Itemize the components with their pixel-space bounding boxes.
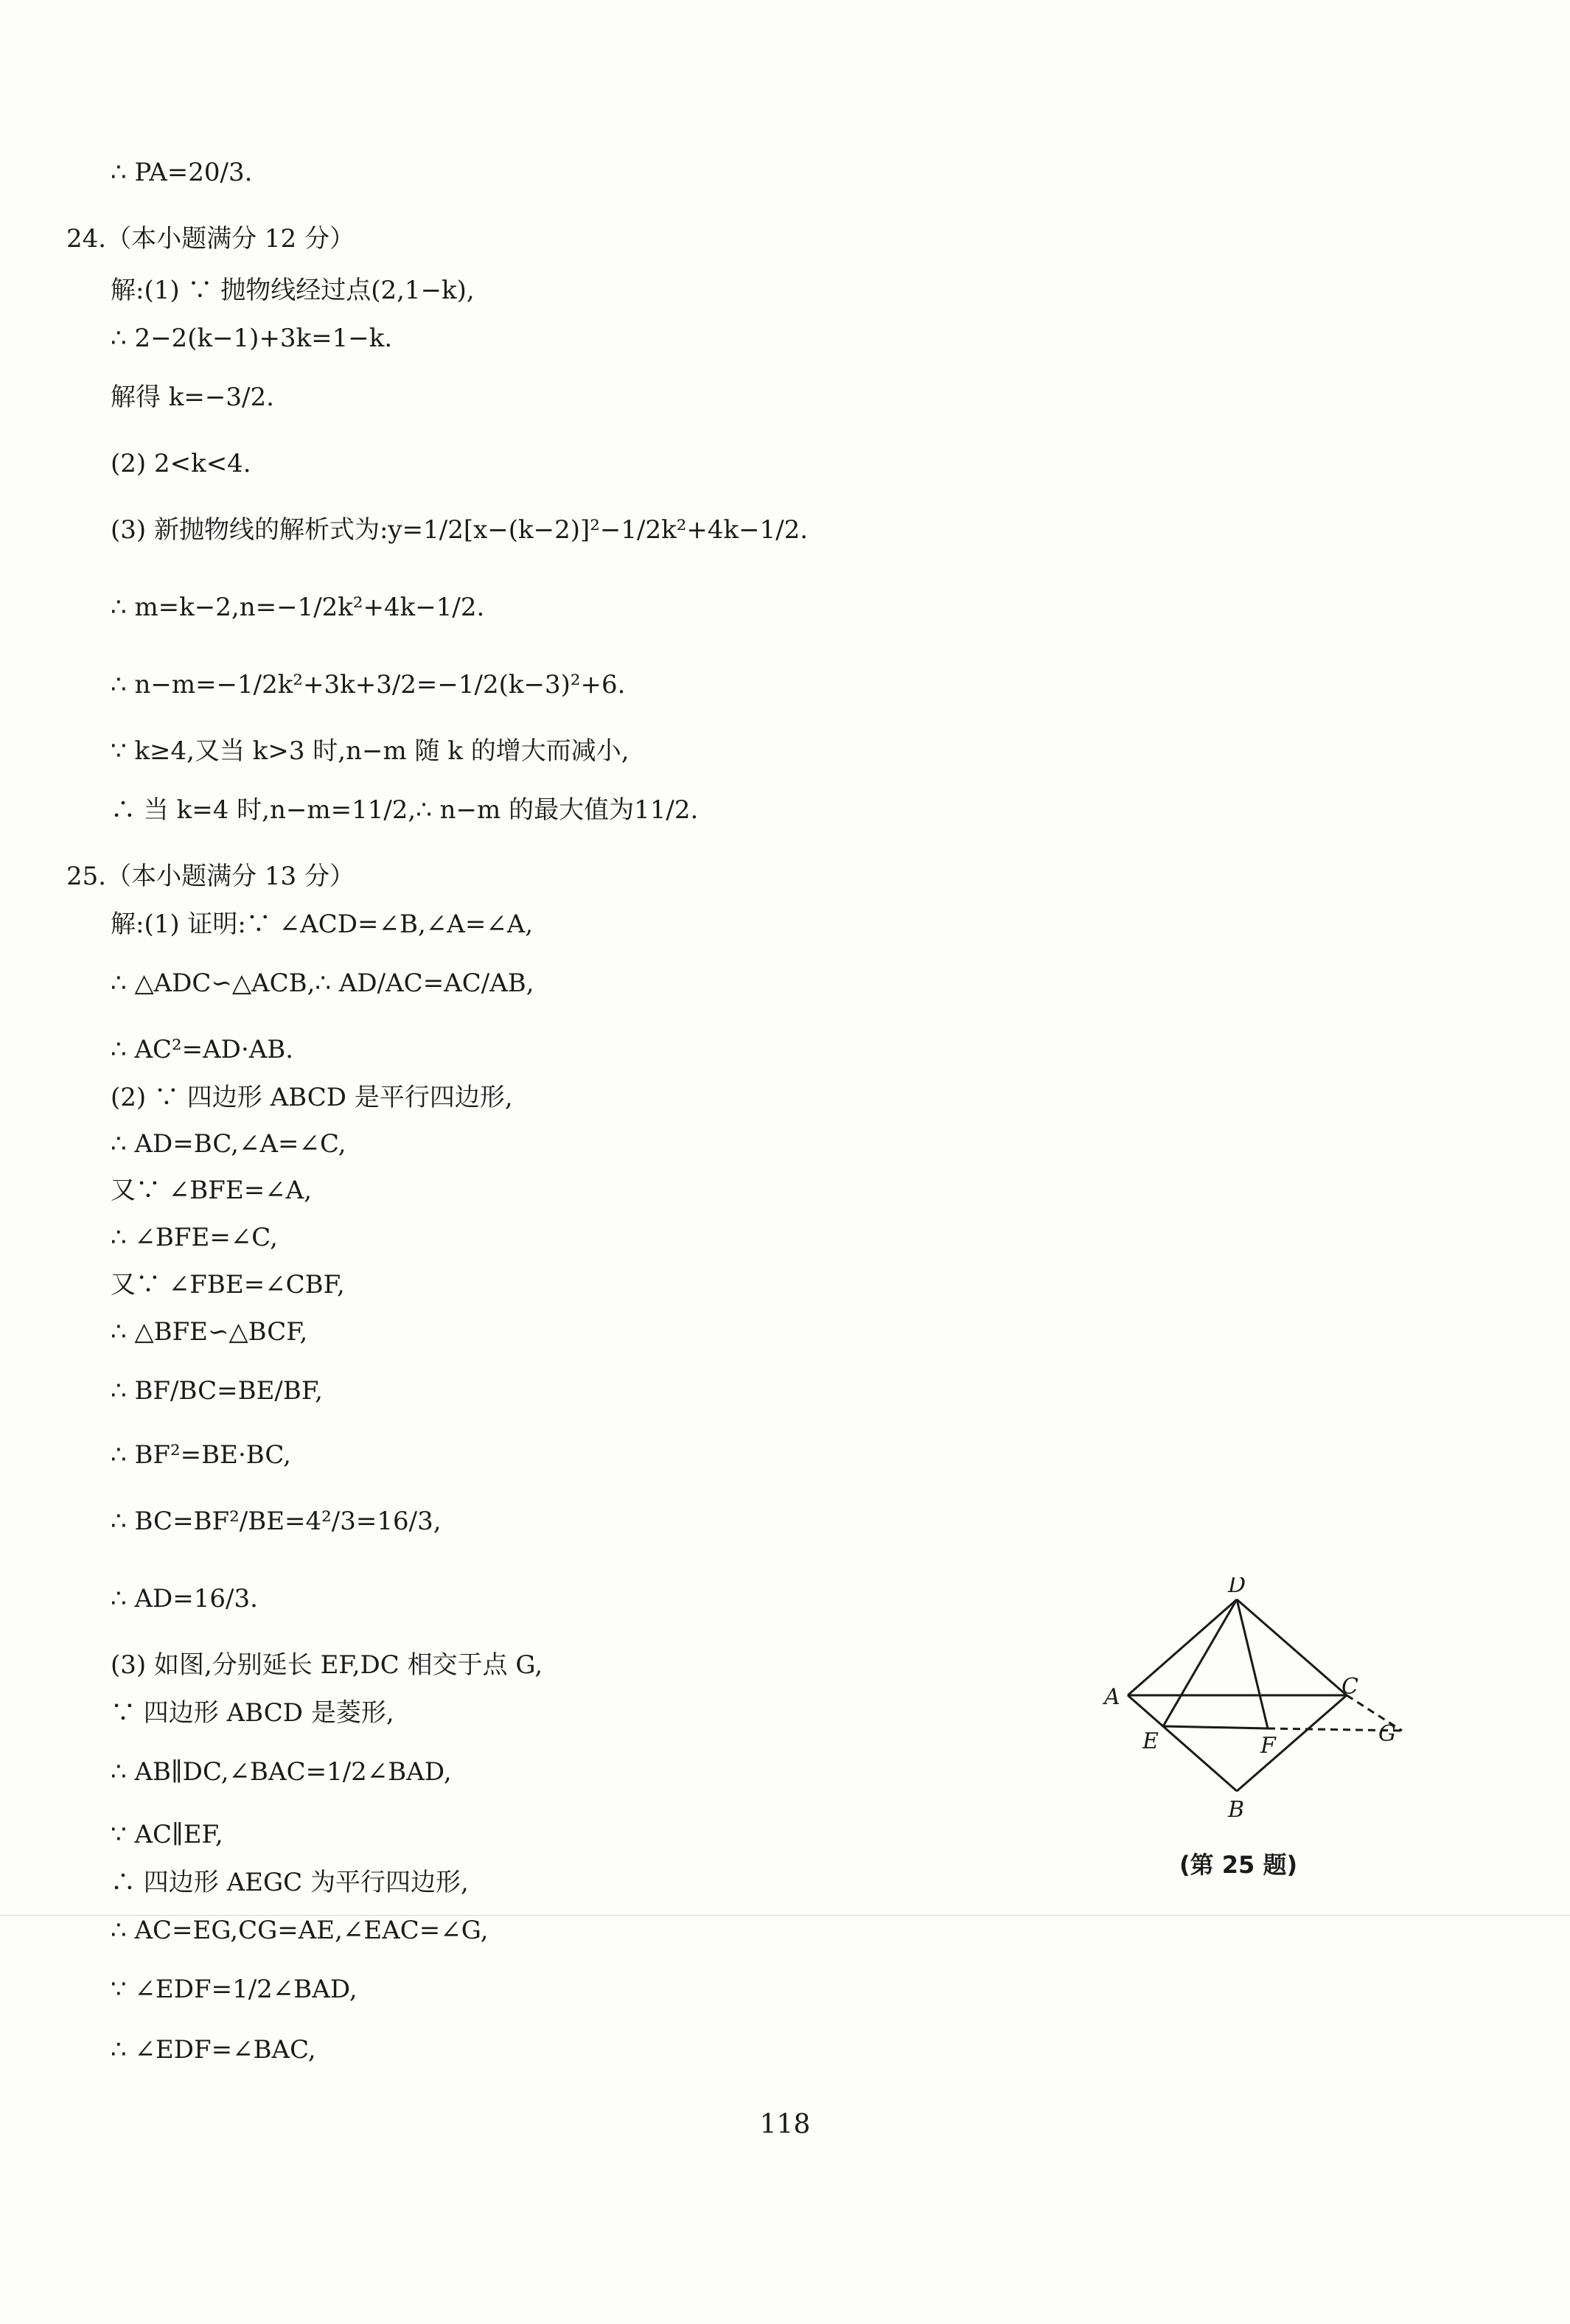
question-heading: 24.（本小题满分 12 分） (66, 224, 355, 254)
rhombus-diagram (1098, 1577, 1408, 1828)
label-G: G (1378, 1721, 1396, 1747)
text-line: ∴ BF/BC=BE/BF, (111, 1376, 323, 1406)
text-line: (3) 如图,分别延长 EF,DC 相交于点 G, (111, 1650, 543, 1680)
text-line: ∴ 2−2(k−1)+3k=1−k. (111, 324, 393, 353)
text-line: ∴ BC=BF²/BE=4²/3=16/3, (111, 1507, 442, 1536)
text-line: ∴ m=k−2,n=−1/2k²+4k−1/2. (111, 593, 485, 622)
text-line: 解得 k=−3/2. (111, 383, 274, 412)
text-line: ∵ ∠EDF=1/2∠BAD, (111, 1975, 357, 2004)
text-line: 解:(1) ∵ 抛物线经过点(2,1−k), (111, 276, 475, 305)
label-E: E (1142, 1728, 1159, 1754)
label-B: B (1228, 1797, 1245, 1823)
text-line: ∵ k≥4,又当 k>3 时,n−m 随 k 的增大而减小, (111, 736, 629, 766)
text-line: ∵ 四边形 ABCD 是菱形, (111, 1698, 394, 1728)
text-line: ∴ 四边形 AEGC 为平行四边形, (111, 1868, 469, 1897)
text-line: ∴ ∠BFE=∠C, (111, 1223, 278, 1252)
text-line: ∴ AB∥DC,∠BAC=1/2∠BAD, (111, 1757, 452, 1787)
text-line: (2) 2<k<4. (111, 449, 251, 478)
question-heading: 25.（本小题满分 13 分） (66, 862, 355, 891)
text-line: ∴ ∠EDF=∠BAC, (111, 2035, 316, 2065)
text-line: ∴ △BFE∽△BCF, (111, 1317, 308, 1347)
label-C: C (1342, 1674, 1358, 1700)
text-line: ∴ △ADC∽△ACB,∴ AD/AC=AC/AB, (111, 969, 534, 998)
geometry-figure (1098, 1577, 1408, 1872)
label-D: D (1228, 1577, 1246, 1598)
text-line: ∴ BF²=BE·BC, (111, 1440, 291, 1470)
text-line: ∴ AD=BC,∠A=∠C, (111, 1129, 346, 1159)
text-line: 解:(1) 证明:∵ ∠ACD=∠B,∠A=∠A, (111, 910, 534, 939)
label-A: A (1104, 1684, 1120, 1710)
text-line: ∴ n−m=−1/2k²+3k+3/2=−1/2(k−3)²+6. (111, 670, 626, 699)
text-line: ∵ AC∥EF, (111, 1820, 223, 1849)
text-line: ∴ AC²=AD·AB. (111, 1035, 294, 1064)
text-line: ∴ AC=EG,CG=AE,∠EAC=∠G, (111, 1916, 489, 1945)
figure-caption: (第 25 题) (1179, 1851, 1298, 1879)
text-line: 又∵ ∠FBE=∠CBF, (111, 1270, 345, 1299)
text-line: (3) 新抛物线的解析式为:y=1/2[x−(k−2)]²−1/2k²+4k−1/2. (111, 515, 809, 545)
text-line: 又∵ ∠BFE=∠A, (111, 1176, 313, 1205)
text-line: ∴ AD=16/3. (111, 1584, 258, 1613)
text-line: (2) ∵ 四边形 ABCD 是平行四边形, (111, 1083, 513, 1112)
text-line: ∴ 当 k=4 时,n−m=11/2,∴ n−m 的最大值为11/2. (111, 795, 699, 825)
page-number: 118 (759, 2110, 811, 2140)
scan-fold-line (0, 1915, 1570, 1916)
label-F: F (1260, 1733, 1276, 1759)
text-line: ∴ PA=20/3. (111, 158, 253, 187)
